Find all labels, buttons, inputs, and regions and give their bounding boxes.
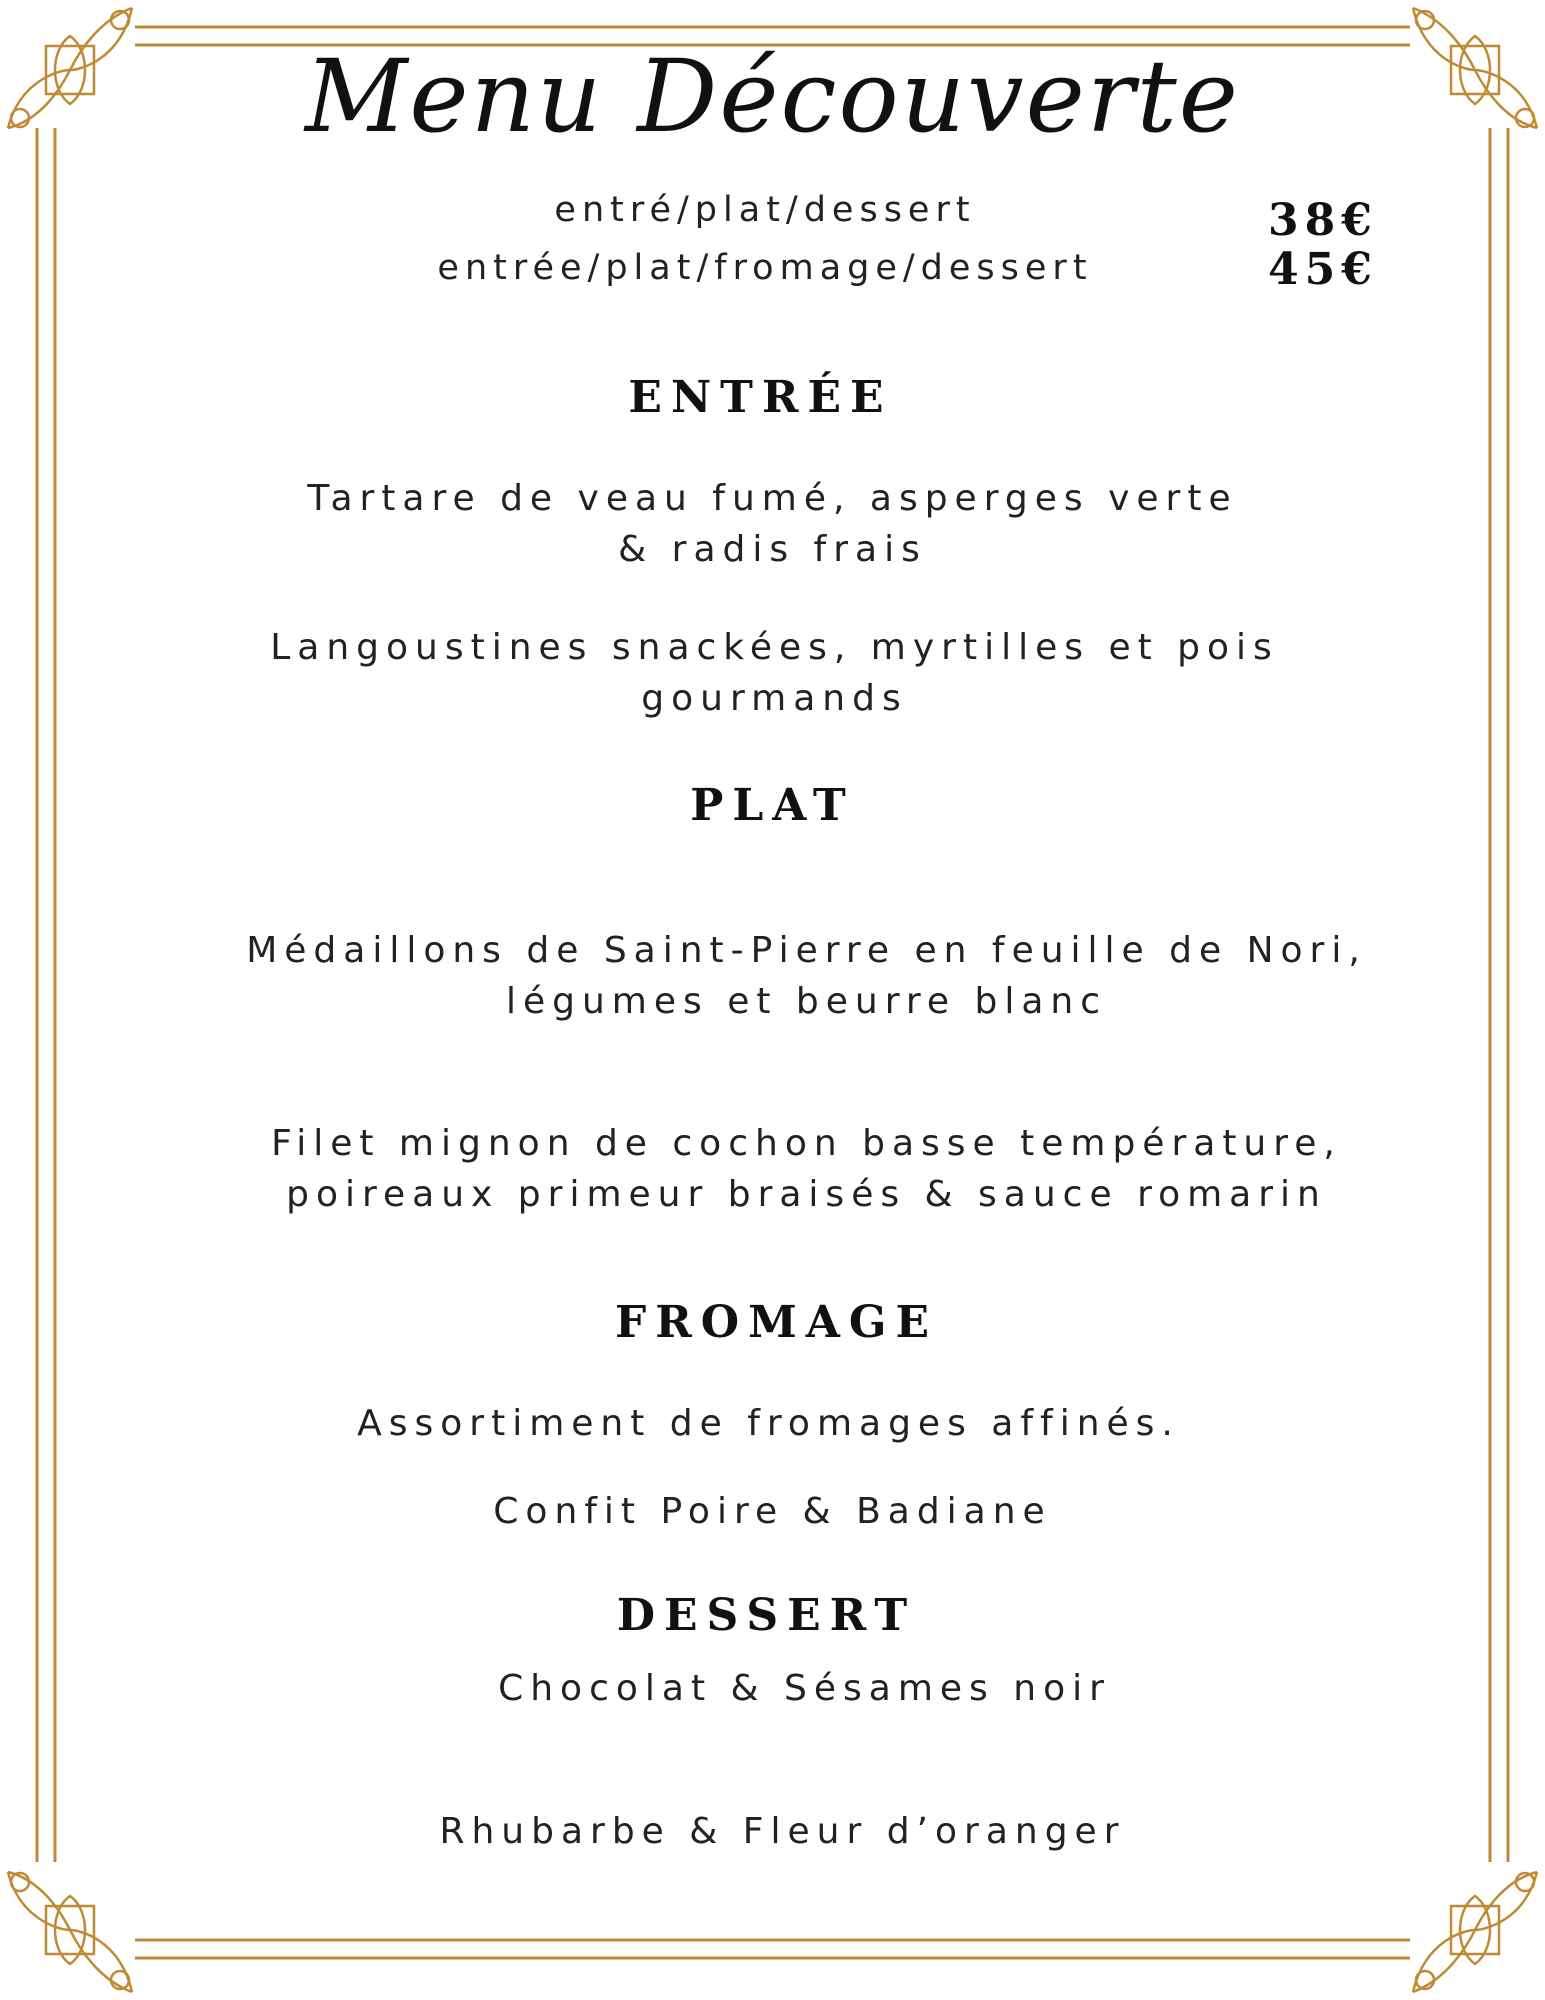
- menu-item-entree-1: [0, 473, 1545, 575]
- formula-label-2: entrée/plat/fromage/dessert: [437, 248, 1093, 288]
- section-heading-plat: PLAT: [690, 780, 855, 831]
- menu-item-plat-1: [34, 925, 1545, 1027]
- menu-item-line: Médaillons de Saint-Pierre en feuille de Nori,: [246, 930, 1367, 971]
- formula-price-2: 45€: [1268, 244, 1378, 295]
- menu-item-line: Langoustines snackées, myrtilles et pois: [270, 627, 1279, 668]
- menu-item-line: légumes et beurre blanc: [505, 981, 1108, 1022]
- menu-item-entree-2: [2, 622, 1545, 724]
- menu-item-line: Tartare de veau fumé, asperges verte: [307, 478, 1238, 519]
- menu-item-plat-2: [34, 1118, 1545, 1220]
- menu-item-fromage-1: Assortiment de fromages affinés.: [357, 1403, 1180, 1444]
- menu-item-line: poireaux primeur braisés & sauce romarin: [286, 1174, 1327, 1215]
- menu-item-line: gourmands: [641, 678, 908, 719]
- corner-ornament-bottom-left: [0, 1860, 140, 2000]
- corner-ornament-bottom-right: [1405, 1860, 1545, 2000]
- menu-item-line: & radis frais: [618, 529, 927, 570]
- menu-item-dessert-2: Rhubarbe & Fleur d’oranger: [439, 1811, 1126, 1852]
- menu-title: Menu Découverte: [305, 38, 1240, 155]
- section-heading-dessert: DESSERT: [616, 1590, 917, 1641]
- menu-item-line: Filet mignon de cochon basse température,: [271, 1123, 1342, 1164]
- menu-item-fromage-2: Confit Poire & Badiane: [493, 1491, 1052, 1532]
- menu-item-dessert-1: Chocolat & Sésames noir: [498, 1668, 1111, 1709]
- formula-label-1: entré/plat/dessert: [554, 190, 976, 230]
- section-heading-fromage: FROMAGE: [614, 1297, 939, 1348]
- formula-price-1: 38€: [1268, 195, 1378, 246]
- section-heading-entree: ENTRÉE: [628, 372, 893, 423]
